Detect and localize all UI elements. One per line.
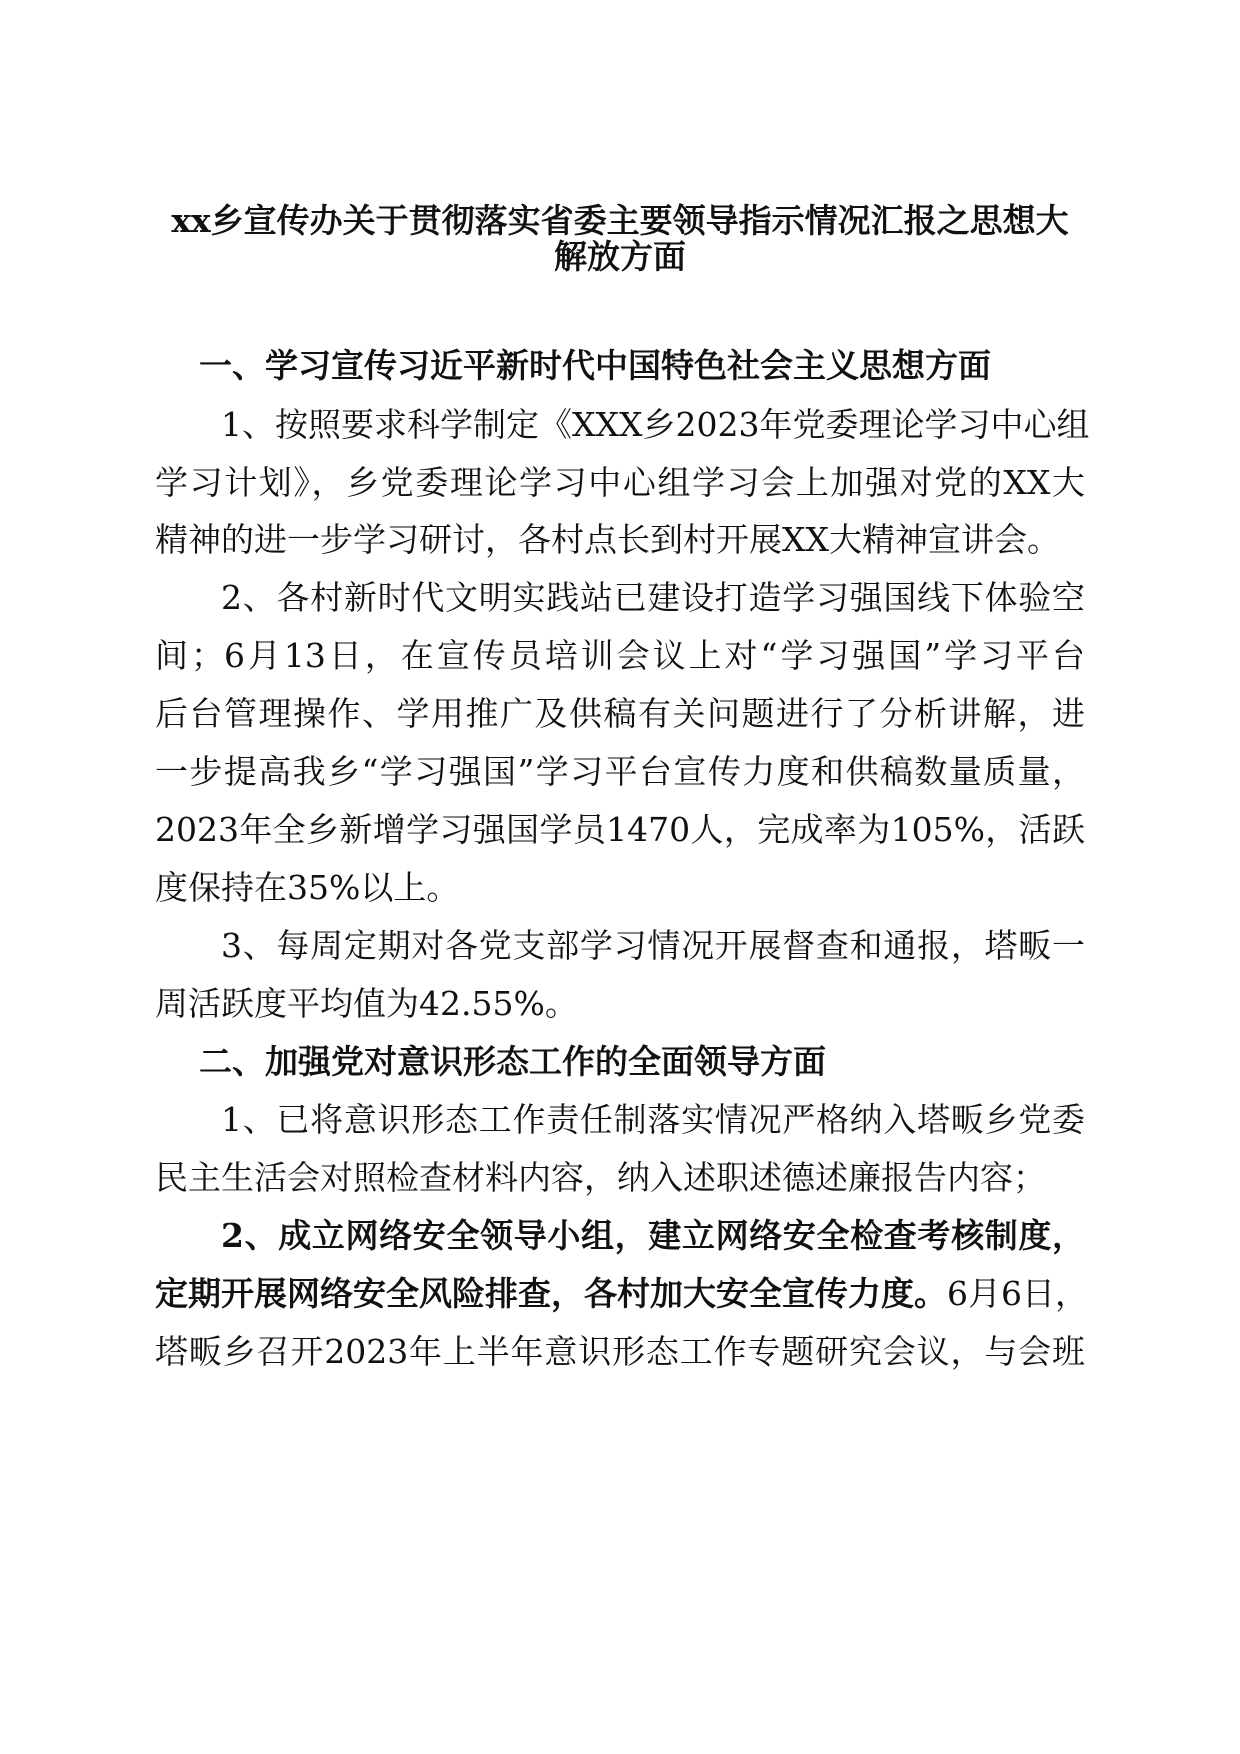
paragraph-line: 间；6月13日，在宣传员培训会议上对“学习强国”学习平台 bbox=[155, 636, 1085, 675]
document-title-line-2: 解放方面 bbox=[554, 237, 686, 276]
bold-run: 定期开展网络安全风险排查，各村加大安全宣传力度。 bbox=[155, 1274, 947, 1313]
paragraph-line: 2、各村新时代文明实践站已建设打造学习强国线下体验空 bbox=[221, 578, 1085, 617]
paragraph-line: 后台管理操作、学用推广及供稿有关问题进行了分析讲解，进 bbox=[155, 694, 1085, 733]
paragraph-line: 学习计划》，乡党委理论学习中心组学习会上加强对党的XX大 bbox=[155, 463, 1085, 502]
paragraph-line: 塔畈乡召开2023年上半年意识形态工作专题研究会议，与会班 bbox=[155, 1332, 1085, 1371]
paragraph-line-bold: 2、成立网络安全领导小组，建立网络安全检查考核制度， bbox=[221, 1216, 1085, 1255]
paragraph-line: 1、已将意识形态工作责任制落实情况严格纳入塔畈乡党委 bbox=[221, 1100, 1085, 1139]
document-title-line-1: xx乡宣传办关于贯彻落实省委主要领导指示情况汇报之思想大 bbox=[171, 201, 1069, 240]
paragraph-line: 一步提高我乡“学习强国”学习平台宣传力度和供稿数量质量， bbox=[155, 752, 1085, 791]
section-2-heading: 二、加强党对意识形态工作的全面领导方面 bbox=[199, 1042, 826, 1081]
paragraph-line: 3、每周定期对各党支部学习情况开展督查和通报，塔畈一 bbox=[221, 926, 1085, 965]
section-1-heading: 一、学习宣传习近平新时代中国特色社会主义思想方面 bbox=[199, 346, 991, 385]
paragraph-line: 2023年全乡新增学习强国学员1470人，完成率为105%，活跃 bbox=[155, 810, 1085, 849]
normal-run: 6月6日， bbox=[947, 1274, 1088, 1313]
paragraph-line: 度保持在35%以上。 bbox=[155, 868, 460, 907]
paragraph-line: 民主生活会对照检查材料内容，纳入述职述德述廉报告内容； bbox=[155, 1158, 1046, 1197]
paragraph-line: 周活跃度平均值为42.55%。 bbox=[155, 984, 578, 1023]
paragraph-line: 1、按照要求科学制定《XXX乡2023年党委理论学习中心组 bbox=[221, 405, 1090, 444]
paragraph-line: 精神的进一步学习研讨，各村点长到村开展XX大精神宣讲会。 bbox=[155, 520, 1060, 559]
paragraph-line-mixed bbox=[155, 1274, 1088, 1314]
